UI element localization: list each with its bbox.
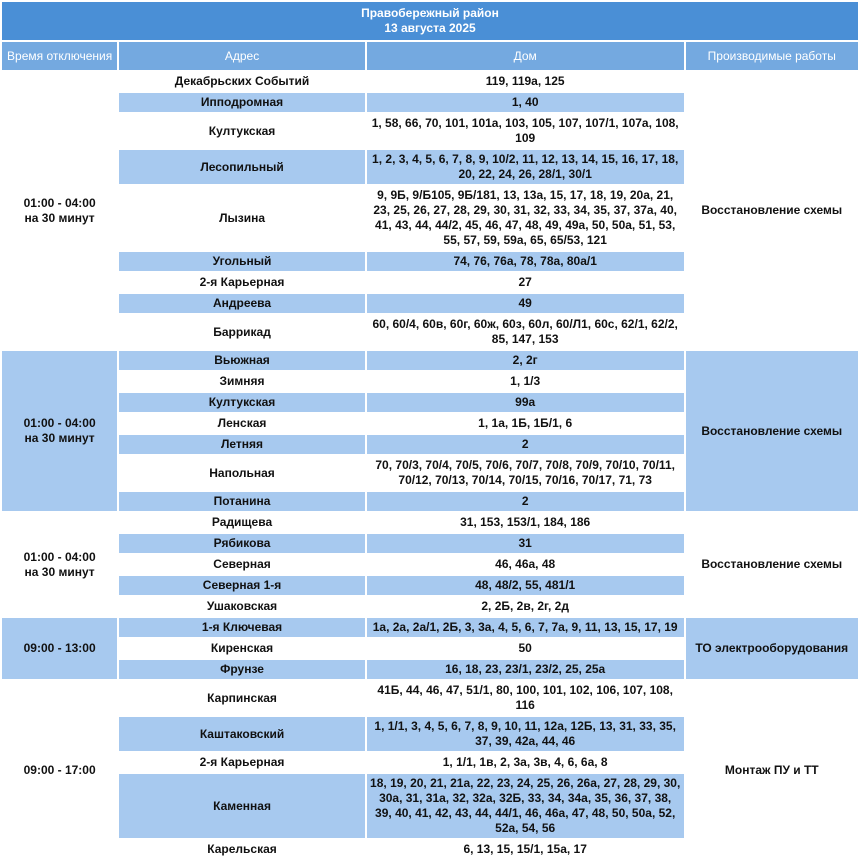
street-name: Угольный (119, 252, 365, 271)
street-name: 2-я Карьерная (119, 273, 365, 292)
house-numbers: 16, 18, 23, 23/1, 23/2, 25, 25а (367, 660, 684, 679)
street-name: Рябикова (119, 534, 365, 553)
street-name: Северная (119, 555, 365, 574)
house-numbers: 1, 1/3 (367, 372, 684, 391)
house-numbers: 99а (367, 393, 684, 412)
outage-time: 01:00 - 04:00 на 30 минут (2, 72, 117, 349)
outage-time: 01:00 - 04:00 на 30 минут (2, 351, 117, 511)
outage-group (2, 618, 858, 679)
column-header-house: Дом (367, 42, 684, 70)
house-numbers: 74, 76, 76а, 78, 78а, 80а/1 (367, 252, 684, 271)
street-name: Ипподромная (119, 93, 365, 112)
street-name: Киренская (119, 639, 365, 658)
house-numbers: 31 (367, 534, 684, 553)
street-name: Потанина (119, 492, 365, 511)
house-numbers: 1, 1/1, 1в, 2, 3а, 3в, 4, 6, 6а, 8 (367, 753, 684, 772)
district-title: Правобережный район (361, 6, 499, 20)
house-numbers: 31, 153, 153/1, 184, 186 (367, 513, 684, 532)
street-name: Карельская (119, 840, 365, 859)
outage-group (2, 72, 858, 349)
house-numbers: 1, 1а, 1Б, 1Б/1, 6 (367, 414, 684, 433)
house-numbers: 49 (367, 294, 684, 313)
house-numbers: 48, 48/2, 55, 481/1 (367, 576, 684, 595)
house-numbers: 46, 46а, 48 (367, 555, 684, 574)
street-name: Северная 1-я (119, 576, 365, 595)
date-title: 13 августа 2025 (384, 21, 476, 35)
house-numbers: 6, 13, 15, 15/1, 15а, 17 (367, 840, 684, 859)
street-name: Лызина (119, 186, 365, 250)
street-name: Напольная (119, 456, 365, 490)
outage-group (2, 513, 858, 616)
house-numbers: 9, 9Б, 9/Б105, 9Б/181, 13, 13а, 15, 17, 18, 19, 20а, 21, 23, 25, 26, 27, 28, 29, 30, 31, 32, 33, 34, 35, 37, 37а, 40, 41, 43, 44, 44/2, 45, 46, 47, 48, 49, 49а, 50, 50а, 51, 53, 55, 57, 59, 59а, 65, 65/53, 121 (367, 186, 684, 250)
work-type: Монтаж ПУ и ТТ (686, 681, 858, 859)
street-name: Лесопильный (119, 150, 365, 184)
street-name: Ушаковская (119, 597, 365, 616)
street-name: Декабрьских Событий (119, 72, 365, 91)
work-type: Восстановление схемы (686, 351, 858, 511)
house-numbers: 2 (367, 435, 684, 454)
work-type: Восстановление схемы (686, 72, 858, 349)
street-name: Каштаковский (119, 717, 365, 751)
house-numbers: 1, 1/1, 3, 4, 5, 6, 7, 8, 9, 10, 11, 12а, 12Б, 13, 31, 33, 35, 37, 39, 42а, 44, 46 (367, 717, 684, 751)
work-type: ТО электрооборудования (686, 618, 858, 679)
house-numbers: 1а, 2а, 2а/1, 2Б, 3, 3а, 4, 5, 6, 7, 7а, 9, 11, 13, 15, 17, 19 (367, 618, 684, 637)
house-numbers: 1, 58, 66, 70, 101, 101а, 103, 105, 107, 107/1, 107а, 108, 109 (367, 114, 684, 148)
outage-time: 09:00 - 13:00 (2, 618, 117, 679)
street-name: Андреева (119, 294, 365, 313)
street-name: Карпинская (119, 681, 365, 715)
house-numbers: 60, 60/4, 60в, 60г, 60ж, 60з, 60л, 60/Л1, 60с, 62/1, 62/2, 85, 147, 153 (367, 315, 684, 349)
house-numbers: 1, 40 (367, 93, 684, 112)
house-numbers: 2 (367, 492, 684, 511)
street-name: Фрунзе (119, 660, 365, 679)
house-numbers: 1, 2, 3, 4, 5, 6, 7, 8, 9, 10/2, 11, 12, 13, 14, 15, 16, 17, 18, 20, 22, 24, 26, 28/1, 30/1 (367, 150, 684, 184)
street-name: Култукская (119, 393, 365, 412)
work-type: Восстановление схемы (686, 513, 858, 616)
street-name: Зимняя (119, 372, 365, 391)
house-numbers: 70, 70/3, 70/4, 70/5, 70/6, 70/7, 70/8, 70/9, 70/10, 70/11, 70/12, 70/13, 70/14, 70/15, 70/16, 70/17, 71, 73 (367, 456, 684, 490)
house-numbers: 2, 2Б, 2в, 2г, 2д (367, 597, 684, 616)
street-name: 1-я Ключевая (119, 618, 365, 637)
street-name: Ленская (119, 414, 365, 433)
house-numbers: 18, 19, 20, 21, 21а, 22, 23, 24, 25, 26, 26а, 27, 28, 29, 30, 30а, 31, 31а, 32, 32а, 32Б, 33, 34, 34а, 35, 36, 37, 38, 39, 40, 41, 42, 43, 44, 44/1, 46, 46а, 47, 48, 50, 50а, 52, 52а, 54, 56 (367, 774, 684, 838)
outage-group (2, 681, 858, 859)
street-name: Летняя (119, 435, 365, 454)
house-numbers: 2, 2г (367, 351, 684, 370)
outage-time: 01:00 - 04:00 на 30 минут (2, 513, 117, 616)
table-title (2, 2, 858, 40)
street-name: Радищева (119, 513, 365, 532)
house-numbers: 27 (367, 273, 684, 292)
column-header-address: Адрес (119, 42, 365, 70)
street-name: Баррикад (119, 315, 365, 349)
house-numbers: 41Б, 44, 46, 47, 51/1, 80, 100, 101, 102, 106, 107, 108, 116 (367, 681, 684, 715)
street-name: Каменная (119, 774, 365, 838)
column-header-time: Время отключения (2, 42, 117, 70)
house-numbers: 50 (367, 639, 684, 658)
street-name: Вьюжная (119, 351, 365, 370)
outage-time: 09:00 - 17:00 (2, 681, 117, 859)
street-name: Култукская (119, 114, 365, 148)
outage-group (2, 351, 858, 511)
column-header-work: Производимые работы (686, 42, 858, 70)
house-numbers: 119, 119а, 125 (367, 72, 684, 91)
street-name: 2-я Карьерная (119, 753, 365, 772)
